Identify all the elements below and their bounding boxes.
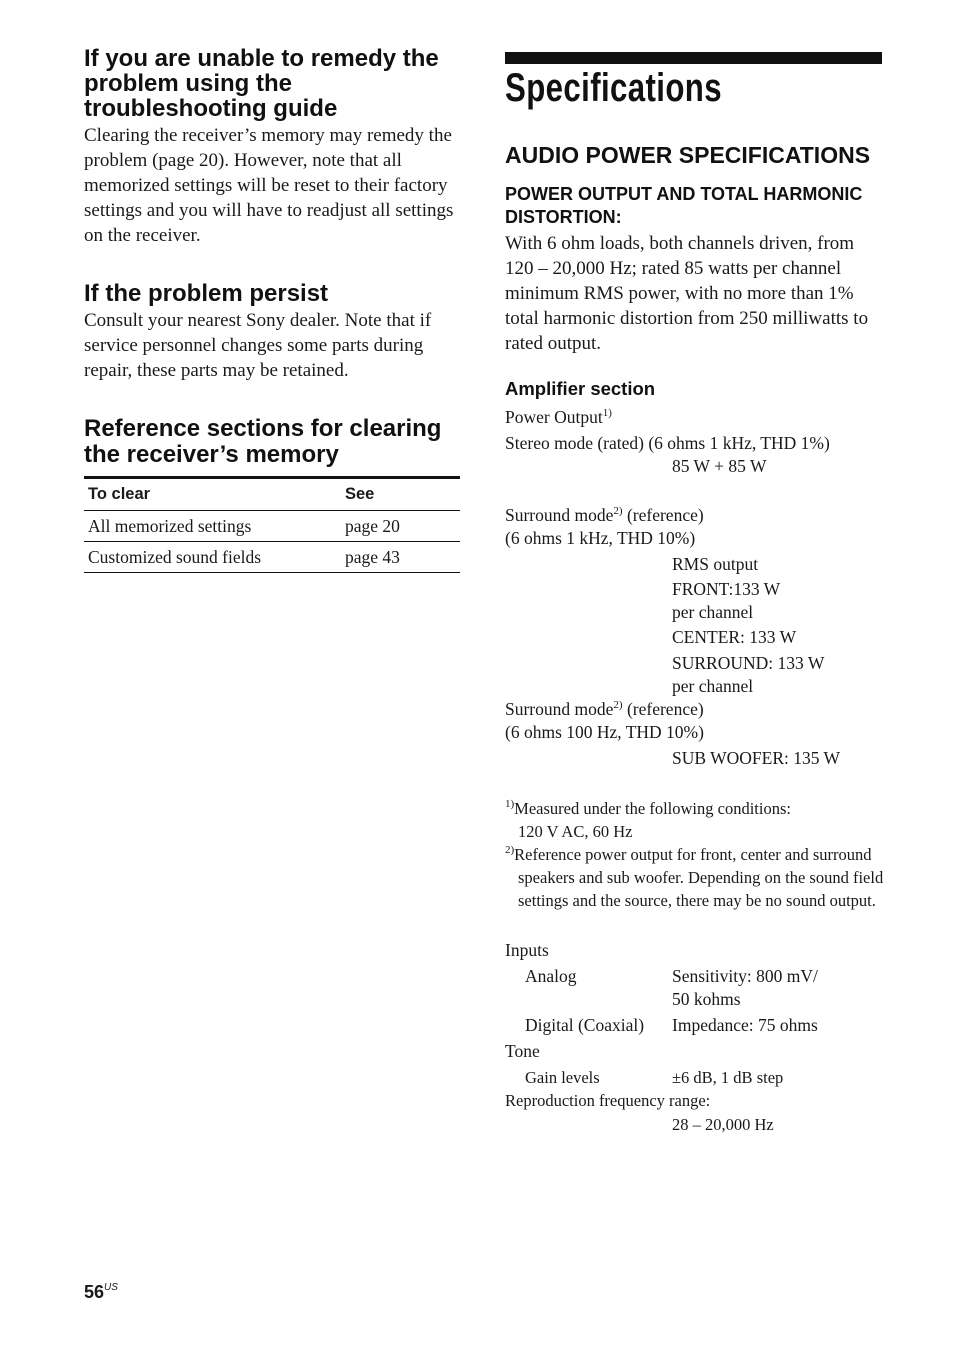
footnotes — [505, 797, 885, 912]
tone-label: Tone — [505, 1041, 540, 1061]
unable-to-remedy-text: Clearing the receiver’s memory may remedy the problem (page 20). However, note that all memorized settings will be reset to their factory settings and you will have to readjust all settings on the receiver. — [84, 125, 454, 246]
amplifier-section-heading: Amplifier section — [505, 378, 656, 399]
center-value: CENTER: 133 W — [672, 627, 797, 647]
surround-mode-condition: (6 ohms 100 Hz, THD 10%) — [505, 722, 704, 742]
power-output-label: Power Output$^{1)}$ — [505, 407, 612, 427]
footnote-ref: 2) — [613, 699, 623, 711]
reproduction-label: Reproduction frequency range: — [505, 1091, 711, 1110]
gain-row: Gain levels ±6 dB, 1 dB step — [525, 1068, 784, 1087]
per-channel: per channel — [672, 676, 754, 696]
inputs-label: Inputs — [505, 940, 549, 960]
reference-table — [84, 476, 460, 573]
stereo-mode-value: 85 W + 85 W — [672, 456, 767, 476]
amplifier-spec-list — [505, 406, 885, 770]
table-cell: Customized sound fields — [84, 542, 341, 573]
reproduction-value: 28 – 20,000 Hz — [672, 1115, 774, 1134]
table-row — [84, 511, 460, 542]
reference-sections-heading: Reference sections for clearing the receiver’s memory — [84, 415, 442, 468]
left-column — [84, 46, 460, 573]
page-number: $56^{US}$ — [84, 1282, 118, 1302]
sub-woofer-value: SUB WOOFER: 135 W — [672, 748, 841, 768]
footnote-ref: 2) — [613, 505, 623, 517]
power-output-text: With 6 ohm loads, both channels driven, from 120 – 20,000 Hz; rated 85 watts per channel minimum RMS power, with no more than 1% total harmonic distortion from 250 milliwatts to rated output. — [505, 233, 869, 354]
table-cell: All memorized settings — [84, 511, 341, 542]
column-header-see: See — [341, 478, 460, 511]
problem-persist-text: Consult your nearest Sony dealer. Note that if service personnel changes some parts during repair, these parts may be retained. — [84, 310, 432, 381]
right-column — [505, 143, 885, 1136]
footnote-ref: 1) — [602, 407, 612, 419]
footnote-1: $^{1)}$Measured under the following conditions: 120 V AC, 60 Hz — [505, 798, 791, 841]
analog-row: Analog Sensitivity: 800 mV/ — [525, 966, 818, 986]
surround-value: SURROUND: 133 W — [672, 653, 825, 673]
unable-to-remedy-heading: If you are unable to remedy the problem using the troubleshooting guide — [84, 45, 439, 122]
audio-power-heading: AUDIO POWER SPECIFICATIONS — [505, 142, 871, 168]
problem-persist-heading: If the problem persist — [84, 280, 329, 307]
footnote-2: $^{2)}$Reference power output for front, center and surround speakers and sub woofer. Depending on the sound field settings and the source, there may be no sound output. — [505, 844, 884, 910]
surround-mode-label: Surround mode$^{2)}$ (reference) — [505, 699, 704, 719]
per-channel: per channel — [672, 602, 754, 622]
inputs-spec-list — [505, 939, 885, 1136]
table-header-row — [84, 478, 460, 511]
page-title: Specifications — [505, 66, 722, 110]
analog-impedance: 50 kohms — [672, 989, 741, 1009]
table-cell: page 20 — [341, 511, 460, 542]
table-cell: page 43 — [341, 542, 460, 573]
front-value: FRONT:133 W — [672, 579, 781, 599]
table-row — [84, 542, 460, 573]
column-header-to-clear: To clear — [84, 478, 341, 511]
power-output-heading: POWER OUTPUT AND TOTAL HARMONIC DISTORTION: — [505, 184, 863, 227]
digital-row: Digital (Coaxial) Impedance: 75 ohms — [525, 1015, 818, 1035]
surround-mode-label: Surround mode$^{2)}$ (reference) — [505, 505, 704, 525]
page-suffix: US — [104, 1282, 118, 1293]
surround-mode-condition: (6 ohms 1 kHz, THD 10%) — [505, 528, 696, 548]
rms-output: RMS output — [672, 554, 759, 574]
title-rule-bar — [505, 52, 882, 64]
stereo-mode-label: Stereo mode (rated) (6 ohms 1 kHz, THD 1%) — [505, 433, 830, 453]
